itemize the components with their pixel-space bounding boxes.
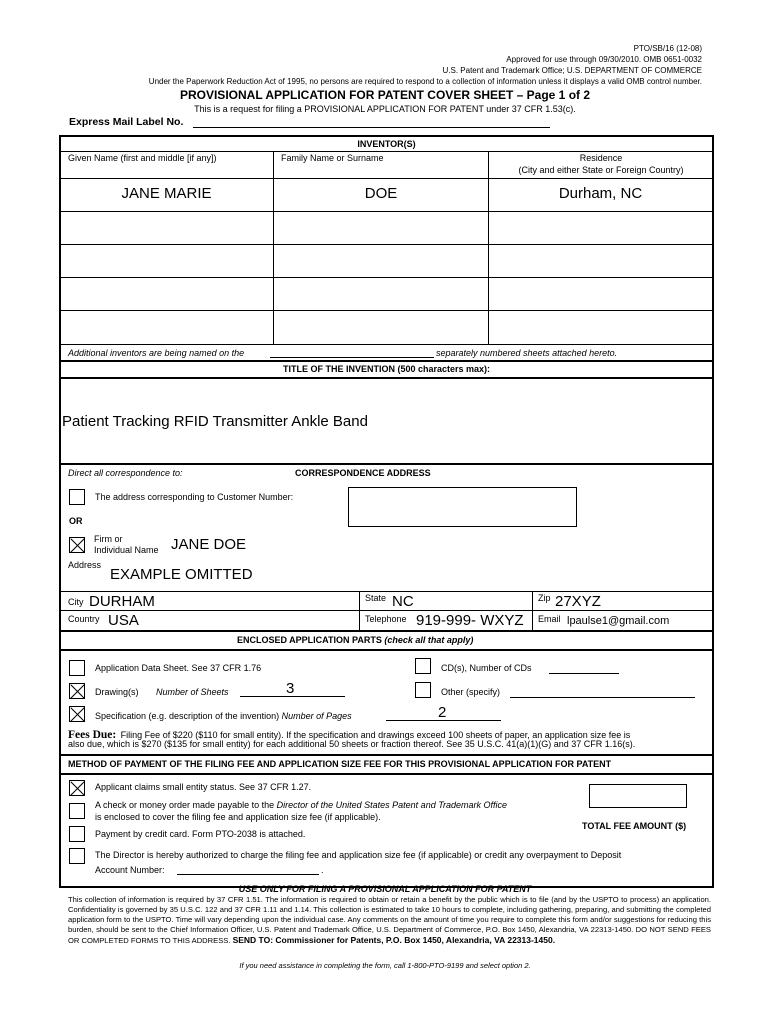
firm-name-value[interactable]: JANE DOE bbox=[171, 536, 247, 553]
divider bbox=[60, 463, 713, 465]
divider bbox=[60, 360, 713, 362]
divider bbox=[60, 151, 713, 152]
drawings-checkbox[interactable] bbox=[69, 683, 85, 699]
divider bbox=[273, 151, 274, 344]
ads-label: Application Data Sheet. See 37 CFR 1.76 bbox=[95, 663, 262, 673]
divider bbox=[60, 630, 713, 632]
drawings-label: Drawing(s) bbox=[95, 687, 139, 697]
small-entity-label: Applicant claims small entity status. See 37 CFR 1.27. bbox=[95, 782, 312, 792]
fees-due-text-2: also due, which is $270 ($135 for small entity) for each additional 50 sheets or fraction thereof. See 35 U.S.C. 41(a)(1)(G) and 37 CFR 1.16(s). bbox=[68, 739, 636, 749]
approval-notice: Approved for use through 09/30/2010. OMB 0651-0032 bbox=[506, 55, 702, 64]
divider bbox=[60, 610, 713, 611]
other-specify-field[interactable] bbox=[510, 697, 695, 698]
col-family-name: Family Name or Surname bbox=[281, 153, 384, 163]
send-to: SEND TO: Commissioner for Patents, P.O. Box 1450, Alexandria, VA 22313-1450. bbox=[232, 935, 556, 945]
cds-number-field[interactable] bbox=[549, 673, 619, 674]
additional-inventors-post: separately numbered sheets attached hereto. bbox=[436, 348, 618, 358]
office-name: U.S. Patent and Trademark Office; U.S. DEPARTMENT OF COMMERCE bbox=[442, 66, 702, 75]
other-label: Other (specify) bbox=[441, 687, 501, 697]
customer-number-checkbox[interactable] bbox=[69, 489, 85, 505]
small-entity-checkbox[interactable] bbox=[69, 780, 85, 796]
zip-value[interactable]: 27XYZ bbox=[555, 593, 601, 610]
additional-inventors-pre: Additional inventors are being named on the bbox=[68, 348, 245, 358]
or-label: OR bbox=[69, 516, 83, 526]
credit-card-label: Payment by credit card. Form PTO-2038 is attached. bbox=[95, 829, 306, 839]
divider bbox=[60, 754, 713, 756]
cds-label: CD(s), Number of CDs bbox=[441, 663, 532, 673]
director-authorization-label: The Director is hereby authorized to charge the filing fee and application size fee (if applicable) or credit any overpayment to Deposit bbox=[95, 850, 622, 860]
express-mail-field[interactable] bbox=[193, 127, 550, 128]
account-number-period: . bbox=[321, 865, 324, 875]
director-authorization-checkbox[interactable] bbox=[69, 848, 85, 864]
col-given-name: Given Name (first and middle [if any]) bbox=[68, 153, 217, 163]
address-value[interactable]: EXAMPLE OMITTED bbox=[110, 566, 253, 583]
country-value[interactable]: USA bbox=[108, 612, 139, 629]
cds-checkbox[interactable] bbox=[415, 658, 431, 674]
payment-heading: METHOD OF PAYMENT OF THE FILING FEE AND APPLICATION SIZE FEE FOR THIS PROVISIONAL APPLICATION FOR PATENT bbox=[68, 759, 612, 769]
telephone-label: Telephone bbox=[365, 614, 407, 624]
address-label: Address bbox=[68, 560, 102, 570]
firm-label-line1: Firm or bbox=[94, 534, 123, 544]
state-label: State bbox=[365, 593, 387, 603]
frame-top bbox=[59, 135, 714, 137]
account-number-label: Account Number: bbox=[95, 865, 165, 875]
email-value[interactable]: lpaulse1@gmail.com bbox=[567, 615, 670, 627]
number-of-pages-label: Number of Pages bbox=[281, 711, 352, 721]
specification-label-text: Specification (e.g. description of the invention) bbox=[95, 711, 280, 721]
correspondence-heading: CORRESPONDENCE ADDRESS bbox=[295, 468, 431, 478]
enclosed-heading-italic: (check all that apply) bbox=[384, 635, 474, 645]
telephone-value[interactable]: 919-999- WXYZ bbox=[416, 612, 524, 629]
form-title: PROVISIONAL APPLICATION FOR PATENT COVER SHEET – Page 1 of 2 bbox=[179, 88, 591, 102]
check-money-order-pre: A check or money order made payable to the bbox=[95, 800, 277, 810]
specification-label bbox=[95, 711, 352, 721]
invention-title[interactable]: Patient Tracking RFID Transmitter Ankle Band bbox=[62, 413, 368, 430]
check-money-order-checkbox[interactable] bbox=[69, 803, 85, 819]
footer-heading: USE ONLY FOR FILING A PROVISIONAL APPLICATION FOR PATENT bbox=[238, 884, 532, 894]
check-money-order-label bbox=[95, 800, 507, 810]
inventors-heading: INVENTOR(S) bbox=[357, 139, 416, 149]
number-of-sheets-label: Number of Sheets bbox=[156, 687, 229, 697]
specification-checkbox[interactable] bbox=[69, 706, 85, 722]
divider bbox=[359, 591, 360, 631]
inventor-residence[interactable]: Durham, NC bbox=[558, 185, 643, 202]
inventor-given-name[interactable]: JANE MARIE bbox=[121, 185, 212, 202]
additional-sheets-field[interactable] bbox=[270, 357, 434, 358]
fees-due-text-1: Filing Fee of $220 ($110 for small entity). If the specification and drawings exceed 100 sheets of paper, an application size fee is bbox=[120, 730, 631, 740]
divider bbox=[60, 649, 713, 651]
footer-body bbox=[68, 895, 711, 946]
assistance-note: If you need assistance in completing the form, call 1-800-PTO-9199 and select option 2. bbox=[239, 961, 531, 970]
total-fee-label: TOTAL FEE AMOUNT ($) bbox=[582, 821, 687, 831]
ads-checkbox[interactable] bbox=[69, 660, 85, 676]
director-name: Director of the United States Patent and Trademark Office bbox=[276, 800, 508, 810]
enclosed-heading-text: ENCLOSED APPLICATION PARTS bbox=[237, 635, 382, 645]
number-of-sheets-value[interactable]: 3 bbox=[286, 680, 295, 697]
city-value[interactable]: DURHAM bbox=[89, 593, 155, 610]
inventor-row-2[interactable] bbox=[60, 211, 713, 212]
city-label: City bbox=[68, 597, 84, 607]
direct-correspondence: Direct all correspondence to: bbox=[68, 468, 183, 478]
paperwork-notice: Under the Paperwork Reduction Act of 1995, no persons are required to respond to a collection of information unless it displays a valid OMB control number. bbox=[148, 77, 702, 86]
form-id: PTO/SB/16 (12-08) bbox=[633, 44, 702, 53]
firm-checkbox[interactable] bbox=[69, 537, 85, 553]
total-fee-field[interactable] bbox=[589, 784, 687, 808]
divider bbox=[60, 178, 713, 179]
footer-body-text: This collection of information is required by 37 CFR 1.51. The information is required to obtain or retain a benefit by the public which is to file (and by the USPTO to process) an application. Confidentiality is governed by 35 U.S.C. 122 and 37 CFR 1.11 and 1.14. This collection is estimated to take 10 hours to complete, including gathering, preparing, and submitting the completed application form to the USPTO. Time will vary depending upon the individual case. Any comments on the amount of time you require to complete this form and/or suggestions for reducing this burden, should be sent to the Chief Information Officer, U.S. Patent and Trademark Office, U.S. Department of Commerce, P.O. Box 1450, Alexandria, VA 22313-1450. DO NOT SEND FEES OR COMPLETED FORMS TO THIS ADDRESS. bbox=[68, 895, 711, 945]
col-residence: Residence bbox=[579, 153, 623, 163]
country-label: Country bbox=[68, 614, 100, 624]
customer-number-label: The address corresponding to Customer Number: bbox=[95, 492, 294, 502]
firm-label-line2: Individual Name bbox=[94, 545, 159, 555]
form-subtitle: This is a request for filing a PROVISIONAL APPLICATION FOR PATENT under 37 CFR 1.53(c). bbox=[194, 104, 576, 114]
frame-right bbox=[712, 135, 714, 888]
express-mail-label: Express Mail Label No. bbox=[69, 116, 184, 128]
number-of-pages-value[interactable]: 2 bbox=[438, 704, 447, 721]
inventor-row-4[interactable] bbox=[60, 277, 713, 278]
enclosed-heading bbox=[237, 635, 473, 645]
other-checkbox[interactable] bbox=[415, 682, 431, 698]
divider bbox=[60, 591, 713, 592]
divider bbox=[532, 591, 533, 631]
inventor-row-5[interactable] bbox=[60, 310, 713, 311]
title-heading: TITLE OF THE INVENTION (500 characters max): bbox=[282, 364, 491, 374]
inventor-row-3[interactable] bbox=[60, 244, 713, 245]
check-money-order-line2: is enclosed to cover the filing fee and application size fee (if applicable). bbox=[95, 812, 381, 822]
fees-due-label: Fees Due: bbox=[68, 729, 117, 741]
divider bbox=[60, 773, 713, 775]
credit-card-checkbox[interactable] bbox=[69, 826, 85, 842]
account-number-field[interactable] bbox=[177, 874, 319, 875]
state-value[interactable]: NC bbox=[392, 593, 414, 610]
frame-left bbox=[59, 135, 61, 888]
zip-label: Zip bbox=[538, 593, 551, 603]
customer-number-field[interactable] bbox=[348, 487, 577, 527]
divider bbox=[60, 377, 713, 379]
email-label: Email bbox=[538, 614, 561, 624]
col-residence-sub: (City and either State or Foreign Country) bbox=[518, 165, 684, 175]
inventor-family-name[interactable]: DOE bbox=[364, 185, 398, 202]
divider bbox=[60, 344, 713, 345]
divider bbox=[488, 151, 489, 344]
